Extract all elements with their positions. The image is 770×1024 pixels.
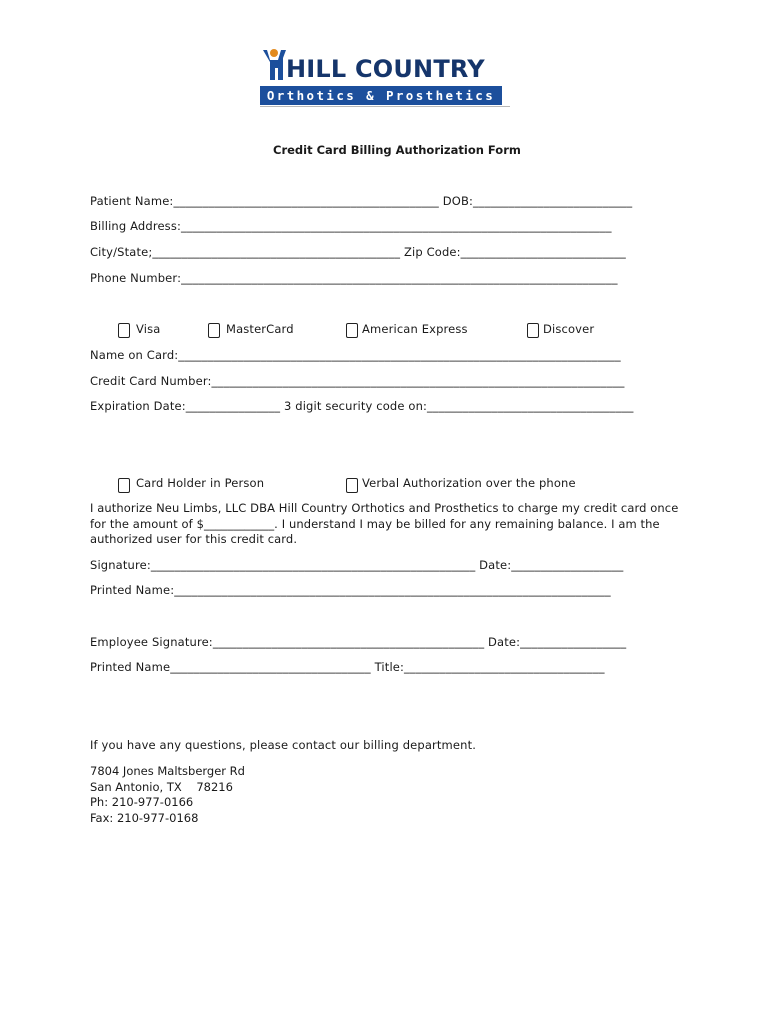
phone-number: Ph: 210-977-0166 [90,795,194,809]
form-title: Credit Card Billing Authorization Form [273,143,521,157]
phone-number-field[interactable]: Phone Number:__________________________________________________________________________ [90,271,618,285]
mastercard-label: MasterCard [226,322,294,336]
card-holder-in-person-checkbox[interactable] [118,478,130,493]
visa-label: Visa [136,322,161,336]
amex-label: American Express [362,322,468,336]
mastercard-checkbox[interactable] [208,323,220,338]
logo-company-name: HILL COUNTRY [286,55,485,83]
discover-checkbox[interactable] [527,323,539,338]
city-state-zip-field[interactable]: City/State;__________________________________________ Zip Code:____________________________ [90,245,626,259]
expiration-security-field[interactable]: Expiration Date:________________ 3 digit security code on:___________________________________ [90,399,634,413]
company-logo [258,44,510,110]
card-holder-in-person-label: Card Holder in Person [136,476,265,490]
fax-number: Fax: 210-977-0168 [90,810,199,825]
employee-printed-name-title-field[interactable]: Printed Name__________________________________ Title:__________________________________ [90,660,605,674]
amex-checkbox[interactable] [346,323,358,338]
discover-label: Discover [543,322,595,336]
card-number-field[interactable]: Credit Card Number:______________________________________________________________________ [90,374,625,388]
signature-date-field[interactable]: Signature:_______________________________________________________ Date:___________________ [90,558,624,572]
address-street: 7804 Jones Maltsberger Rd [90,764,245,778]
printed-name-field[interactable]: Printed Name:__________________________________________________________________________ [90,583,611,597]
verbal-authorization-label: Verbal Authorization over the phone [362,476,576,490]
billing-address-block [90,764,245,826]
patient-name-dob-field[interactable]: Patient Name:_____________________________________________ DOB:___________________________ [90,194,633,208]
address-city: San Antonio, TX 78216 [90,779,233,794]
visa-checkbox[interactable] [118,323,130,338]
employee-signature-date-field[interactable]: Employee Signature:______________________________________________ Date:__________________ [90,635,627,649]
person-figure-icon [258,46,288,84]
authorization-statement: I authorize Neu Limbs, LLC DBA Hill Country Orthotics and Prosthetics to charge my credit card once for the amount of $____________. I understand I may be billed for any remaining balance. I am the authorized user for this credit card. [90,501,679,546]
contact-note: If you have any questions, please contact our billing department. [90,738,477,752]
verbal-authorization-checkbox[interactable] [346,478,358,493]
logo-tagline: Orthotics & Prosthetics [260,86,502,105]
logo-underline [260,106,510,107]
name-on-card-field[interactable]: Name on Card:___________________________________________________________________________ [90,348,621,362]
billing-address-field[interactable]: Billing Address:_________________________________________________________________________ [90,219,612,233]
